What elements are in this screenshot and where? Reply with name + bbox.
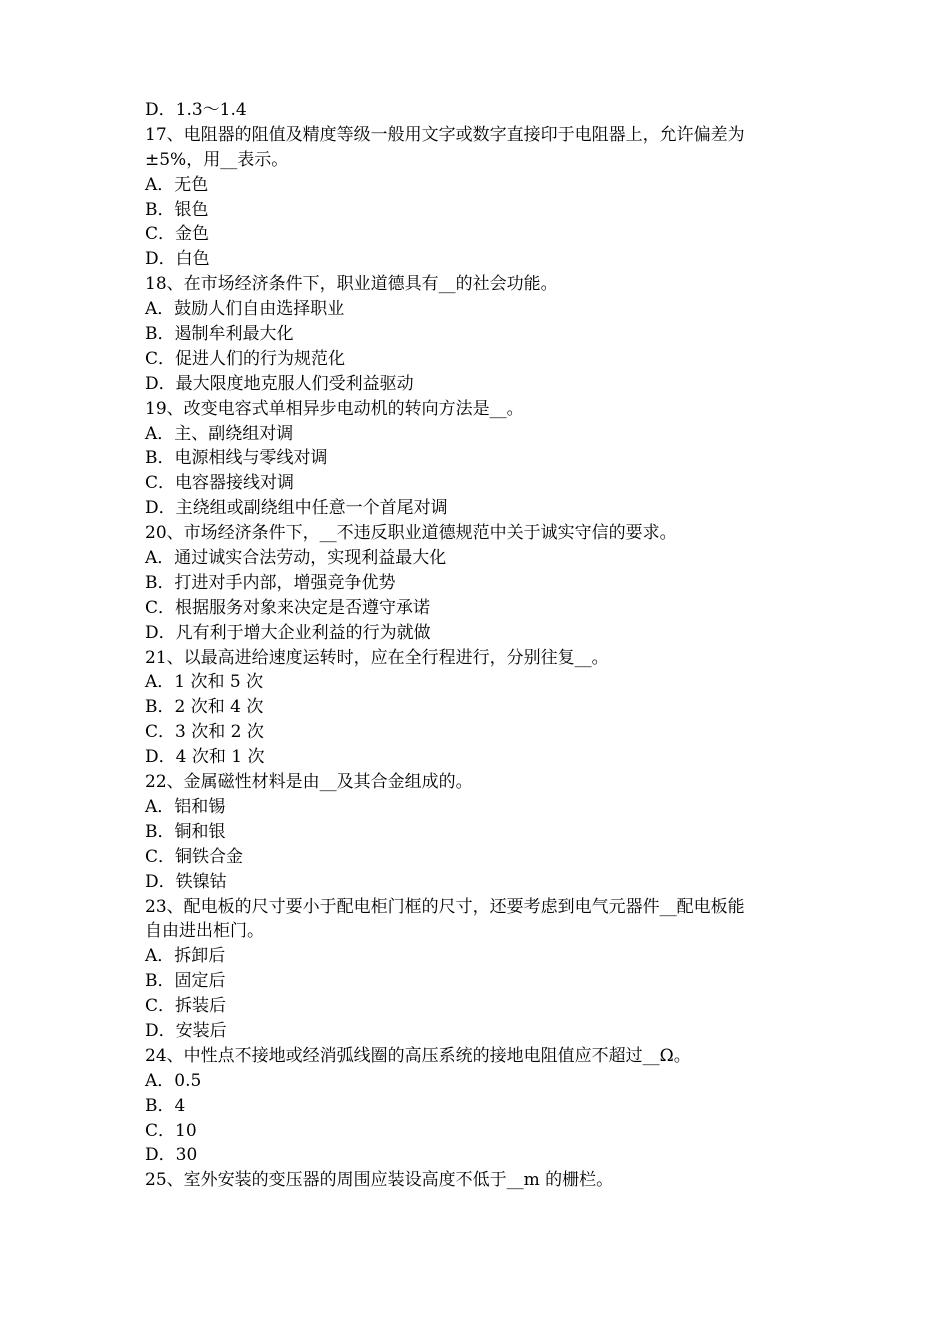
option-text: A．鼓励人们自由选择职业	[145, 299, 345, 320]
option-text: D．安装后	[145, 1020, 227, 1041]
option-text: D．白色	[145, 249, 210, 270]
question-text: 17、电阻器的阻值及精度等级一般用文字或数字直接印于电阻器上，允许偏差为	[145, 124, 745, 145]
question-text: 19、改变电容式单相异步电动机的转向方法是__。	[145, 398, 524, 419]
question-text: 23、配电板的尺寸要小于配电柜门框的尺寸，还要考虑到电气元器件__配电板能	[145, 896, 745, 917]
option-text: B．打进对手内部，增强竞争优势	[145, 572, 396, 593]
option-text: A．1 次和 5 次	[145, 672, 264, 693]
question-text: 22、金属磁性材料是由__及其合金组成的。	[145, 772, 473, 793]
option-text: C．拆装后	[145, 996, 227, 1017]
option-text: B．遏制牟利最大化	[145, 324, 294, 345]
option-text: A．0.5	[145, 1070, 202, 1091]
option-text: C．电容器接线对调	[145, 473, 295, 494]
option-text: C．3 次和 2 次	[145, 722, 264, 743]
question-text: 21、以最高进给速度运转时，应在全行程进行，分别往复__。	[145, 647, 609, 668]
option-text: B．2 次和 4 次	[145, 697, 264, 718]
option-text: B．银色	[145, 199, 209, 220]
option-text: D．铁镍钴	[145, 871, 227, 892]
document-page	[145, 98, 815, 1193]
option-text: C．10	[145, 1120, 197, 1141]
option-text: A．拆卸后	[145, 946, 226, 967]
option-text: D．主绕组或副绕组中任意一个首尾对调	[145, 498, 448, 519]
question-text: ±5%，用__表示。	[145, 149, 289, 170]
question-text: 24、中性点不接地或经消弧线圈的高压系统的接地电阻值应不超过__Ω。	[145, 1045, 691, 1066]
option-text: C．促进人们的行为规范化	[145, 348, 346, 369]
option-text: D．凡有利于增大企业利益的行为就做	[145, 622, 431, 643]
option-text: A．主、副绕组对调	[145, 423, 294, 444]
option-text: A．通过诚实合法劳动，实现利益最大化	[145, 548, 447, 569]
question-text: 20、市场经济条件下，__不违反职业道德规范中关于诚实守信的要求。	[145, 523, 677, 544]
option-text: B．4	[145, 1095, 186, 1116]
question-text: 自由进出柜门。	[145, 921, 264, 942]
option-text: A．铝和锡	[145, 796, 226, 817]
option-text: B．固定后	[145, 971, 226, 992]
question-text: 25、室外安装的变压器的周围应装设高度不低于__m 的栅栏。	[145, 1170, 614, 1191]
option-text: C．根据服务对象来决定是否遵守承诺	[145, 597, 431, 618]
option-text: C．铜铁合金	[145, 846, 244, 867]
text-line: D．1.3～1.4	[145, 100, 247, 120]
option-text: D．4 次和 1 次	[145, 747, 265, 768]
question-text: 18、在市场经济条件下，职业道德具有__的社会功能。	[145, 274, 558, 295]
option-text: B．电源相线与零线对调	[145, 448, 328, 469]
option-text: D．最大限度地克服人们受利益驱动	[145, 373, 414, 394]
option-text: C．金色	[145, 224, 210, 245]
option-text: D．30	[145, 1145, 198, 1166]
option-text: A．无色	[145, 174, 209, 195]
option-text: B．铜和银	[145, 821, 226, 842]
